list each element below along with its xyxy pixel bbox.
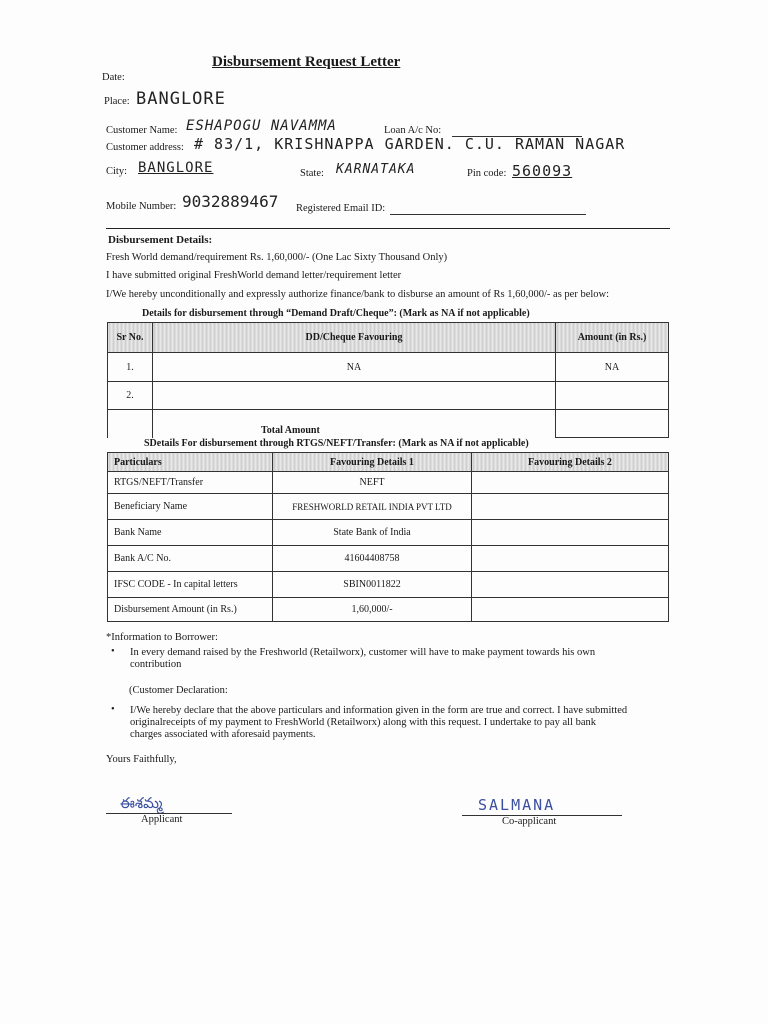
header-favouring-2: Favouring Details 2	[472, 453, 669, 472]
cell-favouring-2	[472, 546, 669, 572]
customer-name-value: ESHAPOGU NAVAMMA	[186, 118, 337, 134]
header-particulars: Particulars	[108, 453, 273, 472]
table-row	[108, 494, 669, 520]
cell-favouring-2	[472, 472, 669, 494]
cell-favouring: NA	[153, 353, 556, 382]
cell-particular: Bank A/C No.	[108, 546, 273, 572]
header-favouring-1: Favouring Details 1	[273, 453, 472, 472]
cheque-table	[107, 322, 669, 438]
city-value: BANGLORE	[138, 160, 214, 176]
details-line-3: I/We hereby unconditionally and expressly authorize finance/bank to disburse an amount of Rs 1,60,000/- as per below:	[106, 289, 610, 300]
cell-favouring-1: State Bank of India	[273, 520, 472, 546]
address-value: # 83/1, KRISHNAPPA GARDEN. C.U. RAMAN NAGAR	[194, 135, 626, 153]
coapplicant-label: Co-applicant	[502, 816, 557, 827]
table-row	[108, 520, 669, 546]
date-label: Date:	[102, 72, 125, 83]
closing-text: Yours Faithfully,	[106, 754, 177, 765]
header-favouring: DD/Cheque Favouring	[153, 323, 556, 353]
cell-amount: NA	[556, 353, 669, 382]
bullet-icon: •	[111, 646, 115, 657]
place-value: BANGLORE	[136, 89, 226, 109]
declaration-heading: (Customer Declaration:	[129, 685, 228, 696]
cell-sr: 1.	[108, 353, 153, 382]
cell-favouring-2	[472, 520, 669, 546]
state-label: State:	[300, 168, 324, 179]
info-bullet-1: In every demand raised by the Freshworld (Retailworx), customer will have to make payment towards his own contribution	[130, 647, 596, 670]
rtgs-table	[107, 452, 669, 622]
cell-particular: Beneficiary Name	[108, 494, 273, 520]
total-amount-label: Total Amount	[153, 410, 556, 438]
total-amount-value	[556, 410, 669, 438]
table-row	[108, 353, 669, 382]
city-label: City:	[106, 166, 128, 177]
cell-amount	[556, 382, 669, 410]
table-row	[108, 382, 669, 410]
cell-favouring-2	[472, 598, 669, 622]
info-bullet-2: I/We hereby declare that the above particulars and information given in the form are true and correct. I have submitted originalreceipts of my payment to FreshWorld (Retailworx) along with this request. I undertake to pay all bank charges associated with aforesaid payments.	[130, 705, 628, 740]
cell-favouring-1: FRESHWORLD RETAIL INDIA PVT LTD	[273, 494, 472, 520]
cell-particular: Bank Name	[108, 520, 273, 546]
page-title: Disbursement Request Letter	[212, 54, 401, 70]
section-divider	[106, 228, 670, 229]
cell-favouring-2	[472, 572, 669, 598]
cell-favouring-1: NEFT	[273, 472, 472, 494]
header-amount: Amount (in Rs.)	[556, 323, 669, 353]
details-line-1: Fresh World demand/requirement Rs. 1,60,000/- (One Lac Sixty Thousand Only)	[106, 252, 448, 263]
email-field-line	[390, 214, 586, 215]
cell-particular: Disbursement Amount (in Rs.)	[108, 598, 273, 622]
table-row	[108, 572, 669, 598]
address-label: Customer address:	[106, 142, 184, 153]
table-row	[108, 598, 669, 622]
pincode-value: 560093	[512, 162, 573, 180]
email-label: Registered Email ID:	[296, 203, 386, 214]
rtgs-table-caption: SDetails For disbursement through RTGS/NEFT/Transfer: (Mark as NA if not applicable)	[144, 438, 529, 449]
coapplicant-signature: SALMANA	[478, 796, 556, 814]
cell-favouring-1: 1,60,000/-	[273, 598, 472, 622]
loan-label: Loan A/c No:	[384, 125, 442, 136]
cell-favouring-1: SBIN0011822	[273, 572, 472, 598]
applicant-label: Applicant	[141, 814, 183, 825]
cell-favouring-2	[472, 494, 669, 520]
cheque-table-caption: Details for disbursement through “Demand Draft/Cheque”: (Mark as NA if not applicable)	[142, 308, 530, 319]
table-row	[108, 546, 669, 572]
place-label: Place:	[104, 96, 130, 107]
customer-name-label: Customer Name:	[106, 125, 178, 136]
mobile-label: Mobile Number:	[106, 201, 177, 212]
cell-favouring-1: 41604408758	[273, 546, 472, 572]
cell-favouring	[153, 382, 556, 410]
info-heading: *Information to Borrower:	[106, 632, 218, 643]
details-line-2: I have submitted original FreshWorld demand letter/requirement letter	[106, 270, 402, 281]
cell-particular: IFSC CODE - In capital letters	[108, 572, 273, 598]
header-sr-no: Sr No.	[108, 323, 153, 353]
cell-sr: 2.	[108, 382, 153, 410]
table-row	[108, 472, 669, 494]
pincode-label: Pin code:	[467, 168, 507, 179]
bullet-icon: •	[111, 704, 115, 715]
cell-particular: RTGS/NEFT/Transfer	[108, 472, 273, 494]
state-value: KARNATAKA	[336, 162, 416, 177]
applicant-signature: ఈశమ్మ	[120, 794, 163, 812]
details-heading: Disbursement Details:	[108, 234, 213, 246]
mobile-value: 9032889467	[182, 192, 279, 211]
